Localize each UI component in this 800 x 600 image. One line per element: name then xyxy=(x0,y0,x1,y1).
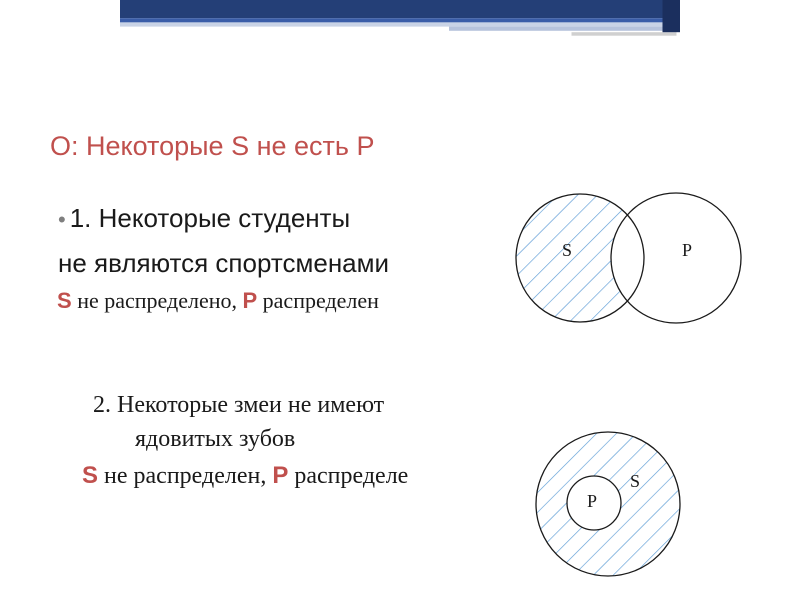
example2-subject-letter: S xyxy=(82,462,99,489)
venn-diagram-1 xyxy=(516,193,741,323)
bullet-icon: • xyxy=(58,207,66,232)
example1-predicate-text: распределен xyxy=(257,288,379,313)
label-s: S xyxy=(630,471,641,491)
example2-predicate-letter: P xyxy=(272,462,289,489)
example1-line1-text: 1. Некоторые студенты xyxy=(69,203,351,233)
example2-predicate-text: распределе xyxy=(288,463,409,489)
example1-line2: не являются спортсменами xyxy=(58,248,390,278)
label-s: S xyxy=(562,240,573,260)
example2-line1: 2. Некоторые змеи не имеют xyxy=(93,392,385,418)
example2-line2: ядовитых зубов xyxy=(135,426,296,452)
example2-subject-text: не распределен, xyxy=(98,463,273,489)
label-p: P xyxy=(587,491,598,511)
example1-predicate-letter: P xyxy=(242,288,258,313)
slide-title: О: Некоторые S не есть P xyxy=(50,131,375,161)
example1-subject-text: не распределено, xyxy=(71,288,243,313)
venn-diagram-2 xyxy=(536,432,680,576)
example1-subject-letter: S xyxy=(57,288,72,313)
label-p: P xyxy=(682,240,693,260)
